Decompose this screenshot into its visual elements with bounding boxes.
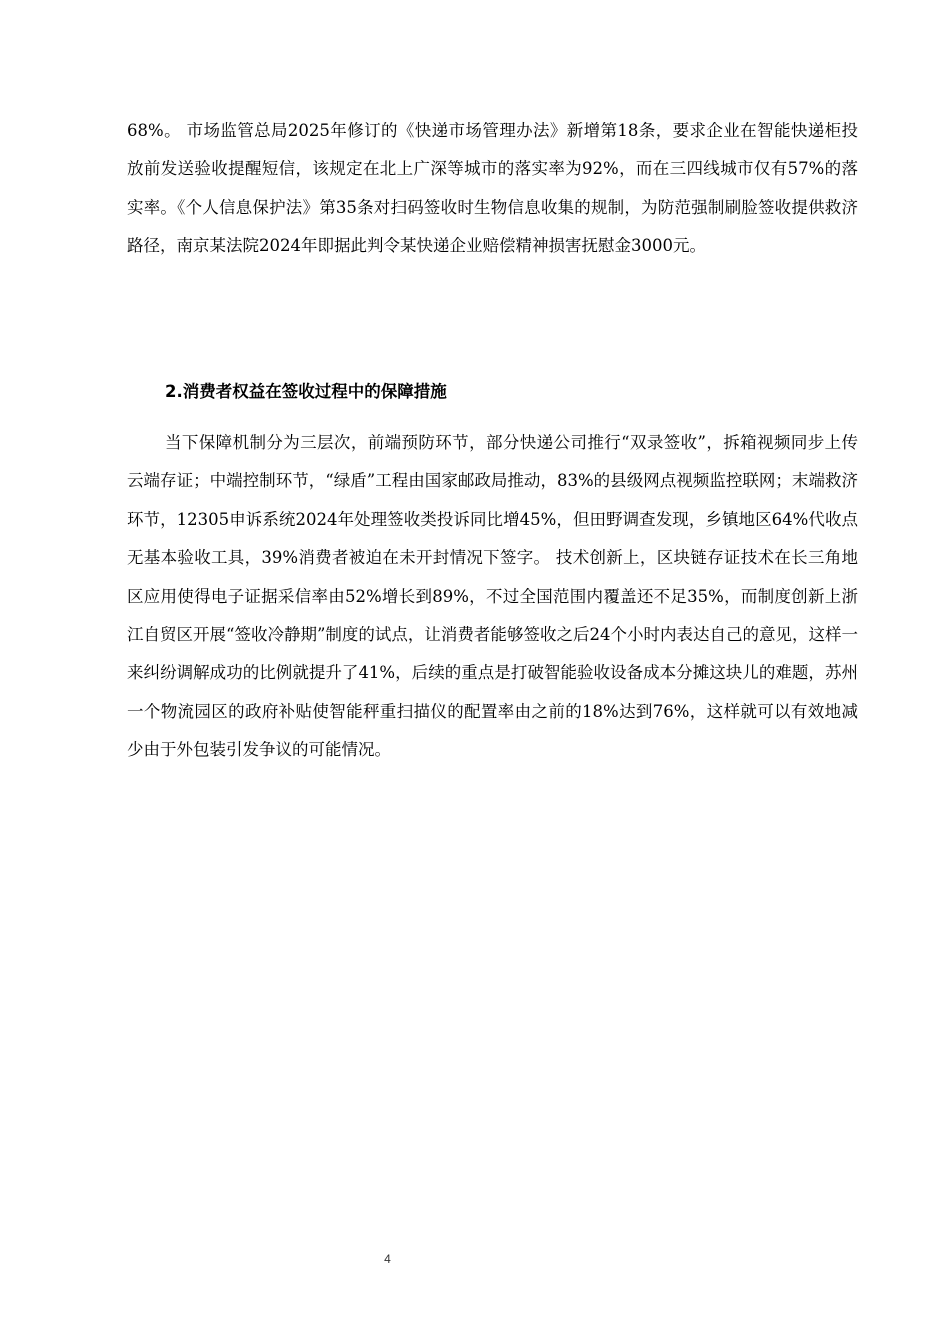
section-heading: 2.消费者权益在签收过程中的保障措施 [165,382,447,401]
body-paragraph-2: 当下保障机制分为三层次，前端预防环节，部分快递公司推行“双录签收”，拆箱视频同步上传云端存证；中端控制环节，“绿盾”工程由国家邮政局推动，83%的县级网点视频监控联网；末端救济环节，12305申诉系统2024年处理签收类投诉同比增45%，但田野调查发现，乡镇地区64%代收点无基本验收工具，39%消费者被迫在未开封情况下签字。 技术创新上，区块链存证技术在长三角地区应用使得电子证据采信率由52%增长到89%，不过全国范围内覆盖还不足35%，而制度创新上浙江自贸区开展“签收冷静期”制度的试点，让消费者能够签收之后24个小时内表达自己的意见，这样一来纠纷调解成功的比例就提升了41%，后续的重点是打破智能验收设备成本分摊这块儿的难题，苏州一个物流园区的政府补贴使智能秤重扫描仪的配置率由之前的18%达到76%，这样就可以有效地减少由于外包装引发争议的可能情况。 [127,433,858,760]
page-number: 4 [384,1252,391,1266]
body-paragraph-1: 68%。 市场监管总局2025年修订的《快递市场管理办法》新增第18条，要求企业在智能快递柜投放前发送验收提醒短信，该规定在北上广深等城市的落实率为92%，而在三四线城市仅有57%的落实率。《个人信息保护法》第35条对扫码签收时生物信息收集的规制，为防范强制刷脸签收提供救济路径，南京某法院2024年即据此判令某快递企业赔偿精神损害抚慰金3000元。 [127,121,858,256]
